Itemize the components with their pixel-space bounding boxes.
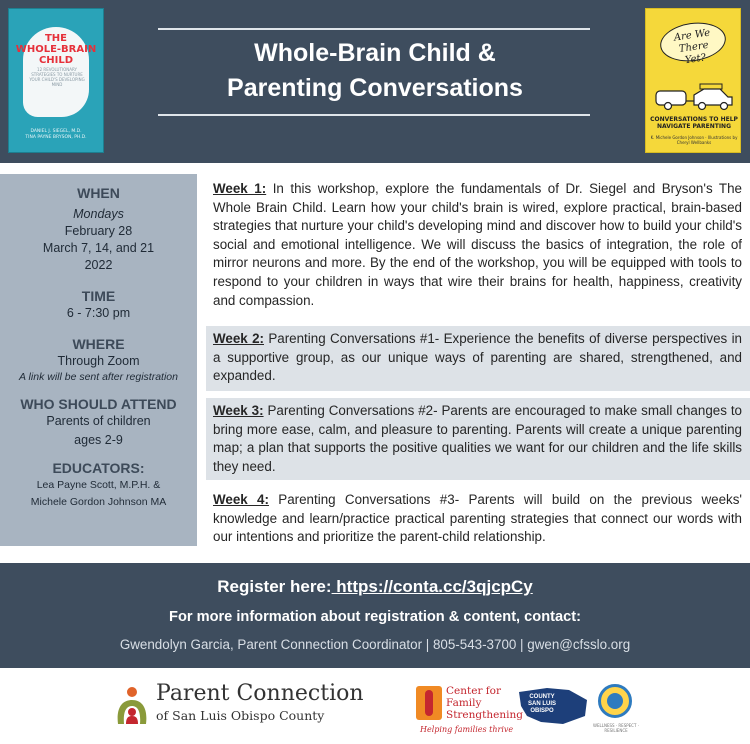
sponsor-logos bbox=[0, 668, 750, 744]
title-divider-bottom bbox=[158, 114, 590, 116]
car-trailer-icon bbox=[654, 83, 734, 113]
week-2-text: Parenting Conversations #1- Experience the benefits of diverse perspectives in a supportive group, as our unique ways of parenting are shared, strengthened, and expanded. bbox=[213, 331, 742, 384]
when-year: 2022 bbox=[84, 258, 113, 272]
educator-1: Lea Payne Scott, M.P.H. & bbox=[36, 479, 161, 491]
book-left-author1: DANIEL J. SIEGEL, M.D. bbox=[30, 129, 82, 134]
attend-value-2: ages 2-9 bbox=[74, 433, 123, 447]
book-left-title bbox=[9, 33, 103, 66]
page-title bbox=[130, 36, 620, 106]
week-2-description bbox=[206, 326, 750, 391]
county-line3: OBISPO bbox=[530, 708, 554, 714]
county-line1: COUNTY bbox=[529, 694, 555, 700]
time-value: 6 - 7:30 pm bbox=[66, 306, 131, 320]
page-title-line2: Parenting Conversations bbox=[227, 74, 523, 102]
register-link[interactable]: https://conta.cc/3qjcpCy bbox=[331, 577, 533, 596]
cffs-name-line1: Center for bbox=[446, 685, 502, 697]
educator-2: Michele Gordon Johnson MA bbox=[30, 496, 167, 508]
book-left-title-line1: THE bbox=[44, 33, 68, 44]
registration-banner bbox=[0, 563, 750, 668]
where-heading: WHERE bbox=[72, 336, 125, 352]
register-prefix: Register here: bbox=[217, 577, 332, 596]
book-right-subtitle bbox=[650, 116, 738, 130]
more-info-heading: For more information about registration & content, contact: bbox=[169, 609, 581, 625]
parent-connection-logo-icon bbox=[110, 684, 154, 728]
book-left-authors bbox=[9, 129, 103, 141]
week-1-label: Week 1: bbox=[213, 181, 267, 196]
book-left-title-line3: CHILD bbox=[38, 55, 74, 66]
book-left-subtitle: 12 REVOLUTIONARY STRATEGIES TO NURTURE YOUR CHILD'S DEVELOPING MIND bbox=[29, 67, 85, 87]
educators-heading: EDUCATORS: bbox=[52, 460, 145, 476]
county-slo-name bbox=[528, 694, 556, 715]
contact-details: Gwendolyn Garcia, Parent Connection Coordinator | 805-543-3700 | gwen@cfsslo.org bbox=[119, 637, 631, 652]
cffs-logo-icon bbox=[416, 686, 442, 720]
cffs-name-line3: Strengthening bbox=[446, 709, 523, 721]
week-1-text: In this workshop, explore the fundamentals of Dr. Siegel and Bryson's The Whole Brain Child. Learn how your child's brain is wired, explore practical, brain-based strategies that nurture your child's developing mind and discover how to build your child's social and emotional intelligence. We will discuss the basics of integration, the role of mirror neurons and more. By the end of the workshop, you will be equipped with tools to respond to your children in ways that wire their brains for health, happiness, creativity and compassion. bbox=[213, 181, 742, 308]
week-4-label: Week 4: bbox=[213, 492, 269, 507]
title-divider-top bbox=[158, 28, 590, 30]
time-heading: TIME bbox=[81, 288, 116, 304]
cffs-name bbox=[446, 685, 523, 721]
week-3-text: Parenting Conversations #2- Parents are encouraged to make small changes to bring more ease, calm, and pleasure to parenting. Parents will create a unique parenting map; a plan that supports the positive qualities we want for our children and the life skills they need. bbox=[213, 403, 742, 474]
when-date-1: February 28 bbox=[64, 224, 133, 238]
book-left-title-line2: WHOLE-BRAIN bbox=[15, 44, 97, 55]
county-line2: SAN LUIS bbox=[528, 701, 557, 707]
week-3-description bbox=[206, 398, 750, 480]
cffs-tagline: Helping families thrive bbox=[420, 725, 514, 734]
whole-brain-child-book-cover bbox=[8, 8, 104, 153]
where-value: Through Zoom bbox=[57, 354, 140, 368]
seal-caption: WELLNESS · RESPECT · RESILIENCE bbox=[593, 723, 639, 733]
book-right-title-line1: Are We There bbox=[673, 27, 711, 55]
page-title-line1: Whole-Brain Child & bbox=[254, 39, 496, 67]
book-right-subtitle-line2: NAVIGATE PARENTING bbox=[656, 123, 732, 130]
week-2-label: Week 2: bbox=[213, 331, 264, 346]
event-details-sidebar bbox=[0, 174, 197, 546]
book-right-title bbox=[658, 19, 729, 66]
book-left-author2: TINA PAYNE BRYSON, PH.D. bbox=[25, 135, 87, 140]
header-banner bbox=[0, 0, 750, 163]
week-4-description bbox=[206, 487, 750, 549]
where-note: A link will be sent after registration bbox=[19, 371, 178, 383]
when-day: Mondays bbox=[73, 207, 124, 221]
are-we-there-yet-book-cover bbox=[645, 8, 741, 153]
register-line bbox=[0, 576, 750, 598]
cffs-name-line2: Family bbox=[446, 697, 482, 709]
book-right-authors: K. Michele Gordon Johnson · Illustrations by Cheryl Wellbanks bbox=[650, 135, 738, 145]
attend-heading: WHO SHOULD ATTEND bbox=[20, 396, 177, 412]
book-right-title-line2: Yet? bbox=[684, 52, 707, 67]
week-3-label: Week 3: bbox=[213, 403, 264, 418]
when-heading: WHEN bbox=[77, 185, 120, 201]
week-4-text: Parenting Conversations #3- Parents will build on the previous weeks' knowledge and learn/practice practical parenting strategies that connect our words with our intentions and prioritize the parent-child relationship. bbox=[213, 492, 742, 545]
parent-connection-name: Parent Connection bbox=[156, 681, 364, 706]
parent-connection-subtitle: of San Luis Obispo County bbox=[156, 708, 325, 723]
attend-value-1: Parents of children bbox=[46, 414, 151, 428]
when-date-2: March 7, 14, and 21 bbox=[42, 241, 155, 255]
week-1-description bbox=[206, 176, 750, 316]
first-5-seal-icon bbox=[598, 684, 632, 718]
book-right-subtitle-line1: CONVERSATIONS TO HELP bbox=[650, 116, 738, 123]
